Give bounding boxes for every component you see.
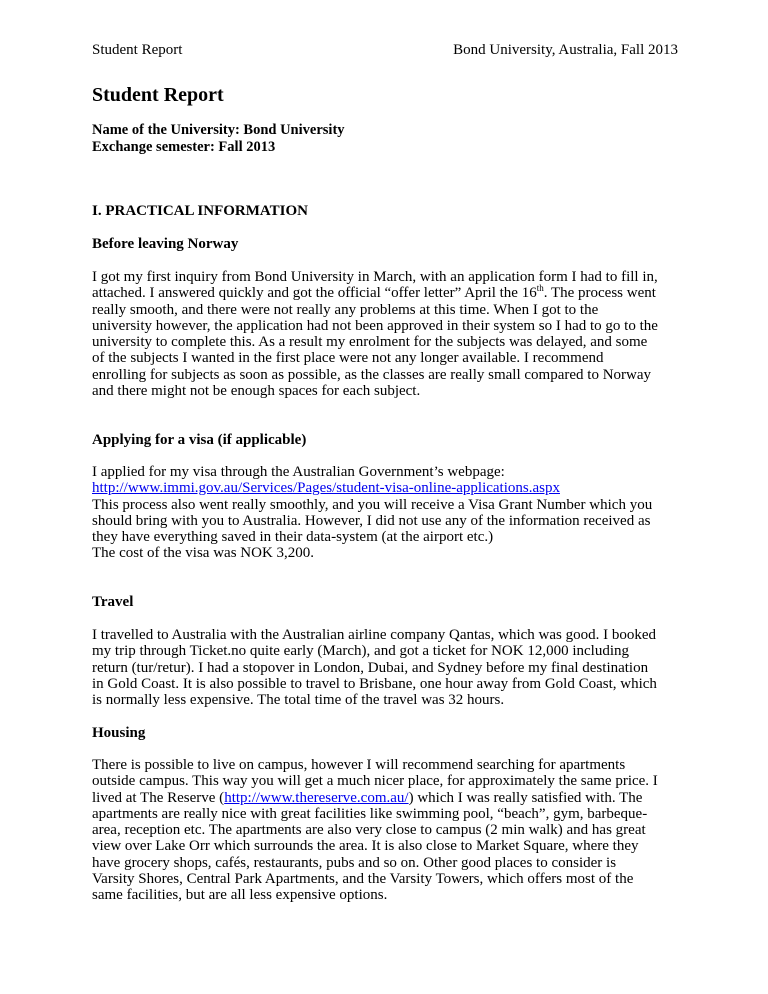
text-line: my trip through Ticket.no quite early (March), and got a ticket for NOK 12,000 including bbox=[92, 643, 629, 660]
text-line: enrolling for subjects as soon as possible, as the classes are really small compared to Norway bbox=[92, 366, 652, 383]
text: . The process went bbox=[543, 285, 656, 302]
housing-paragraph bbox=[92, 757, 692, 904]
text-line: they have everything saved in their data-system (at the airport etc.) bbox=[92, 529, 494, 546]
text-line: and there might not be enough spaces for each subject. bbox=[92, 383, 421, 400]
text-line: outside campus. This way you will get a much nicer place, for approximately the same price. I bbox=[92, 773, 658, 790]
visa-link[interactable]: http://www.immi.gov.au/Services/Pages/student-visa-online-applications.aspx bbox=[92, 480, 560, 497]
text-line: really smooth, and there were not really any problems at this time. When I got to the bbox=[92, 301, 599, 318]
text-line: view over Lake Orr which surrounds the area. It is also close to Market Square, where they bbox=[92, 838, 639, 855]
travel-heading: Travel bbox=[92, 594, 134, 610]
text-line: university however, the application had not been approved in their system so I had to go to the bbox=[92, 317, 658, 334]
visa-heading: Applying for a visa (if applicable) bbox=[92, 432, 307, 448]
text-line: area, reception etc. The apartments are also very close to campus (2 min walk) and has great bbox=[92, 822, 646, 839]
text-line: I applied for my visa through the Australian Government’s webpage: bbox=[92, 464, 505, 480]
text-line: of the subjects I wanted in the first place were not any longer available. I recommend bbox=[92, 350, 604, 367]
text-line: university to complete this. As a result my enrolment for the subjects was delayed, and some bbox=[92, 334, 648, 351]
housing-heading: Housing bbox=[92, 725, 146, 741]
superscript: th bbox=[536, 283, 544, 294]
text-line: I travelled to Australia with the Australian airline company Qantas, which was good. I booked bbox=[92, 627, 657, 643]
reserve-link[interactable]: http://www.thereserve.com.au/ bbox=[224, 789, 409, 806]
page-header-right: Bond University, Australia, Fall 2013 bbox=[453, 42, 678, 58]
text-line bbox=[92, 790, 692, 806]
text-line: apartments are really nice with great facilities like swimming pool, “beach”, gym, barbeque- bbox=[92, 805, 648, 822]
section-heading: I. PRACTICAL INFORMATION bbox=[92, 203, 308, 219]
text-line: This process also went really smoothly, and you will receive a Visa Grant Number which you bbox=[92, 496, 653, 513]
text: lived at The Reserve ( bbox=[92, 789, 225, 806]
visa-paragraph bbox=[92, 464, 692, 562]
text-line: is normally less expensive. The total time of the travel was 32 hours. bbox=[92, 692, 505, 709]
text: attached. I answered quickly and got the official “offer letter” April the 16 bbox=[92, 285, 537, 302]
document-title: Student Report bbox=[92, 84, 224, 106]
text-line: should bring with you to Australia. However, I did not use any of the information received as bbox=[92, 512, 651, 529]
text-line: return (tur/retur). I had a stopover in London, Dubai, and Sydney before my final destination bbox=[92, 659, 649, 676]
before-leaving-paragraph bbox=[92, 269, 692, 399]
text-line bbox=[92, 285, 692, 301]
text-line: Varsity Shores, Central Park Apartments, and the Varsity Towers, which offers most of the bbox=[92, 871, 634, 888]
text-line: in Gold Coast. It is also possible to travel to Brisbane, one hour away from Gold Coast, which bbox=[92, 675, 657, 692]
exchange-semester: Exchange semester: Fall 2013 bbox=[92, 139, 276, 155]
text-line: have grocery shops, cafés, restaurants, pubs and so on. Other good places to consider is bbox=[92, 854, 617, 871]
text-line: There is possible to live on campus, however I will recommend searching for apartments bbox=[92, 757, 626, 773]
text-line bbox=[92, 480, 692, 496]
travel-paragraph bbox=[92, 627, 692, 708]
text-line: same facilities, but are all less expensive options. bbox=[92, 887, 388, 904]
text-line: The cost of the visa was NOK 3,200. bbox=[92, 545, 315, 562]
text-line: I got my first inquiry from Bond University in March, with an application form I had to fill in, bbox=[92, 269, 658, 285]
text: ) which I was really satisfied with. The bbox=[408, 789, 643, 806]
before-leaving-heading: Before leaving Norway bbox=[92, 236, 239, 252]
page-header-left: Student Report bbox=[92, 42, 183, 58]
university-name: Name of the University: Bond University bbox=[92, 122, 345, 138]
